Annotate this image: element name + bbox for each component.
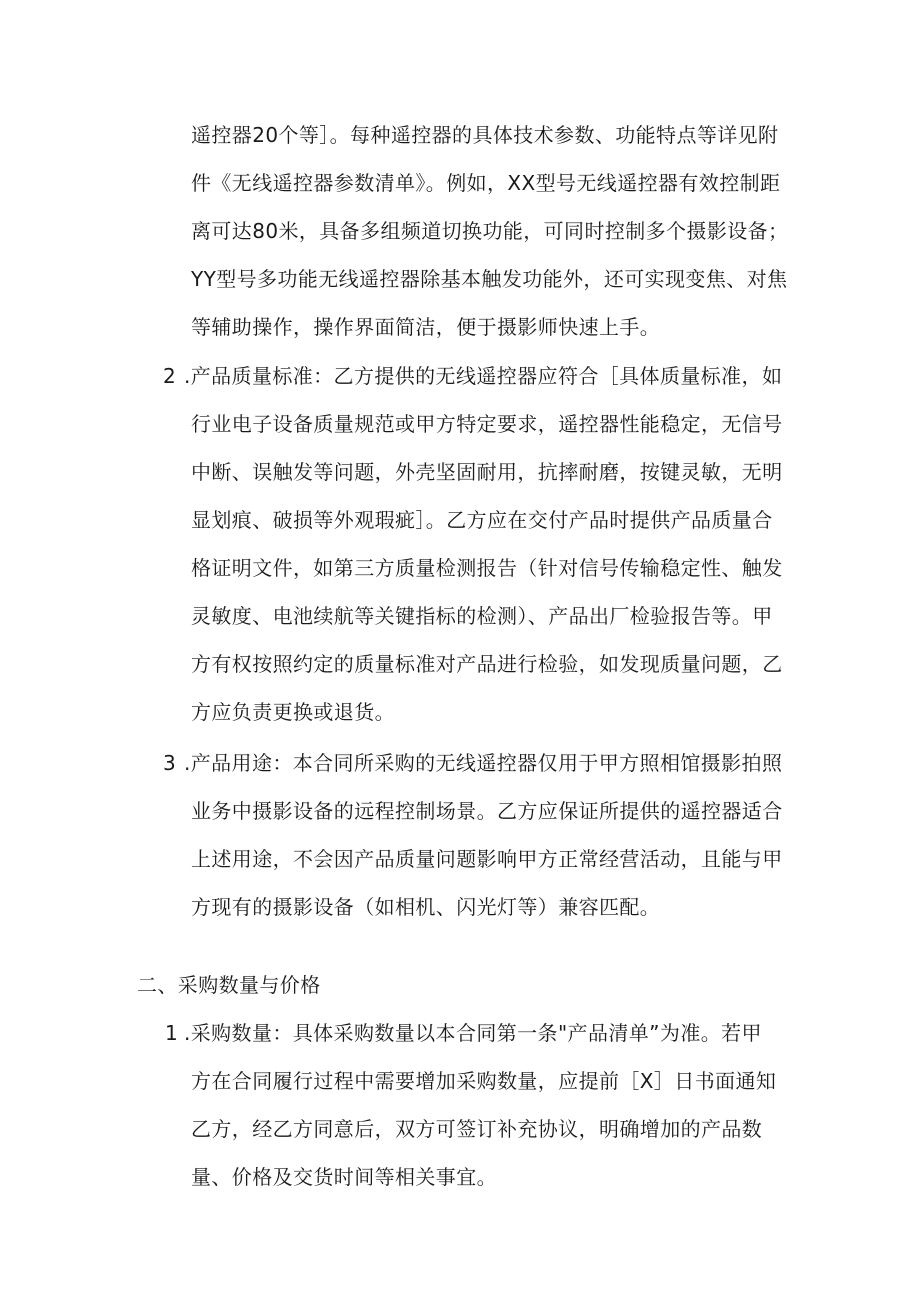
text-line: 方在合同履行过程中需要增加采购数量，应提前［X］日书面通知 [191,1069,777,1093]
text-line: 遥控器20个等］。每种遥控器的具体技术参数、功能特点等详见附 [191,123,779,147]
text-line: 方有权按照约定的质量标准对产品进行检验，如发现质量问题，乙 [191,652,783,676]
text-line: 量、价格及交货时间等相关事宜。 [191,1165,497,1189]
text-line: 格证明文件，如第三方质量检测报告（针对信号传输稳定性、触发 [191,556,783,580]
text-line: .产品质量标准：乙方提供的无线遥控器应符合［具体质量标准，如 [184,364,783,388]
text-line: 中断、误触发等问题，外壳坚固耐用，抗摔耐磨，按键灵敏，无明 [191,460,783,484]
item-number-3: 3 [163,751,176,775]
text-line: YY型号多功能无线遥控器除基本触发功能外，还可实现变焦、对焦 [191,267,788,291]
text-line: 行业电子设备质量规范或甲方特定要求，遥控器性能稳定，无信号 [191,412,783,436]
item-number-1: 1 [165,1021,178,1045]
item-number-2: 2 [163,364,176,388]
text-line: 方应负责更换或退货。 [191,700,395,724]
text-line: .产品用途：本合同所采购的无线遥控器仅用于甲方照相馆摄影拍照 [184,751,783,775]
section-heading-quantity-price: 二、采购数量与价格 [137,973,321,997]
text-line: 件《无线遥控器参数清单》。例如，XX型号无线遥控器有效控制距 [191,171,781,195]
text-line: 乙方，经乙方同意后，双方可签订补充协议，明确增加的产品数 [191,1117,763,1141]
text-line: 业务中摄影设备的远程控制场景。乙方应保证所提供的遥控器适合 [191,799,783,823]
text-line: 离可达80米，具备多组频道切换功能，可同时控制多个摄影设备； [191,219,789,243]
text-line: .采购数量：具体采购数量以本合同第一条"产品清单”为准。若甲 [184,1021,762,1045]
text-line: 灵敏度、电池续航等关键指标的检测）、产品出厂检验报告等。甲 [191,604,773,628]
text-line: 显划痕、破损等外观瑕疵］。乙方应在交付产品时提供产品质量合 [191,508,773,532]
text-line: 方现有的摄影设备（如相机、闪光灯等）兼容匹配。 [191,895,661,919]
text-line: 等辅助操作，操作界面简洁，便于摄影师快速上手。 [191,315,661,339]
text-line: 上述用途，不会因产品质量问题影响甲方正常经营活动，且能与甲 [191,847,783,871]
